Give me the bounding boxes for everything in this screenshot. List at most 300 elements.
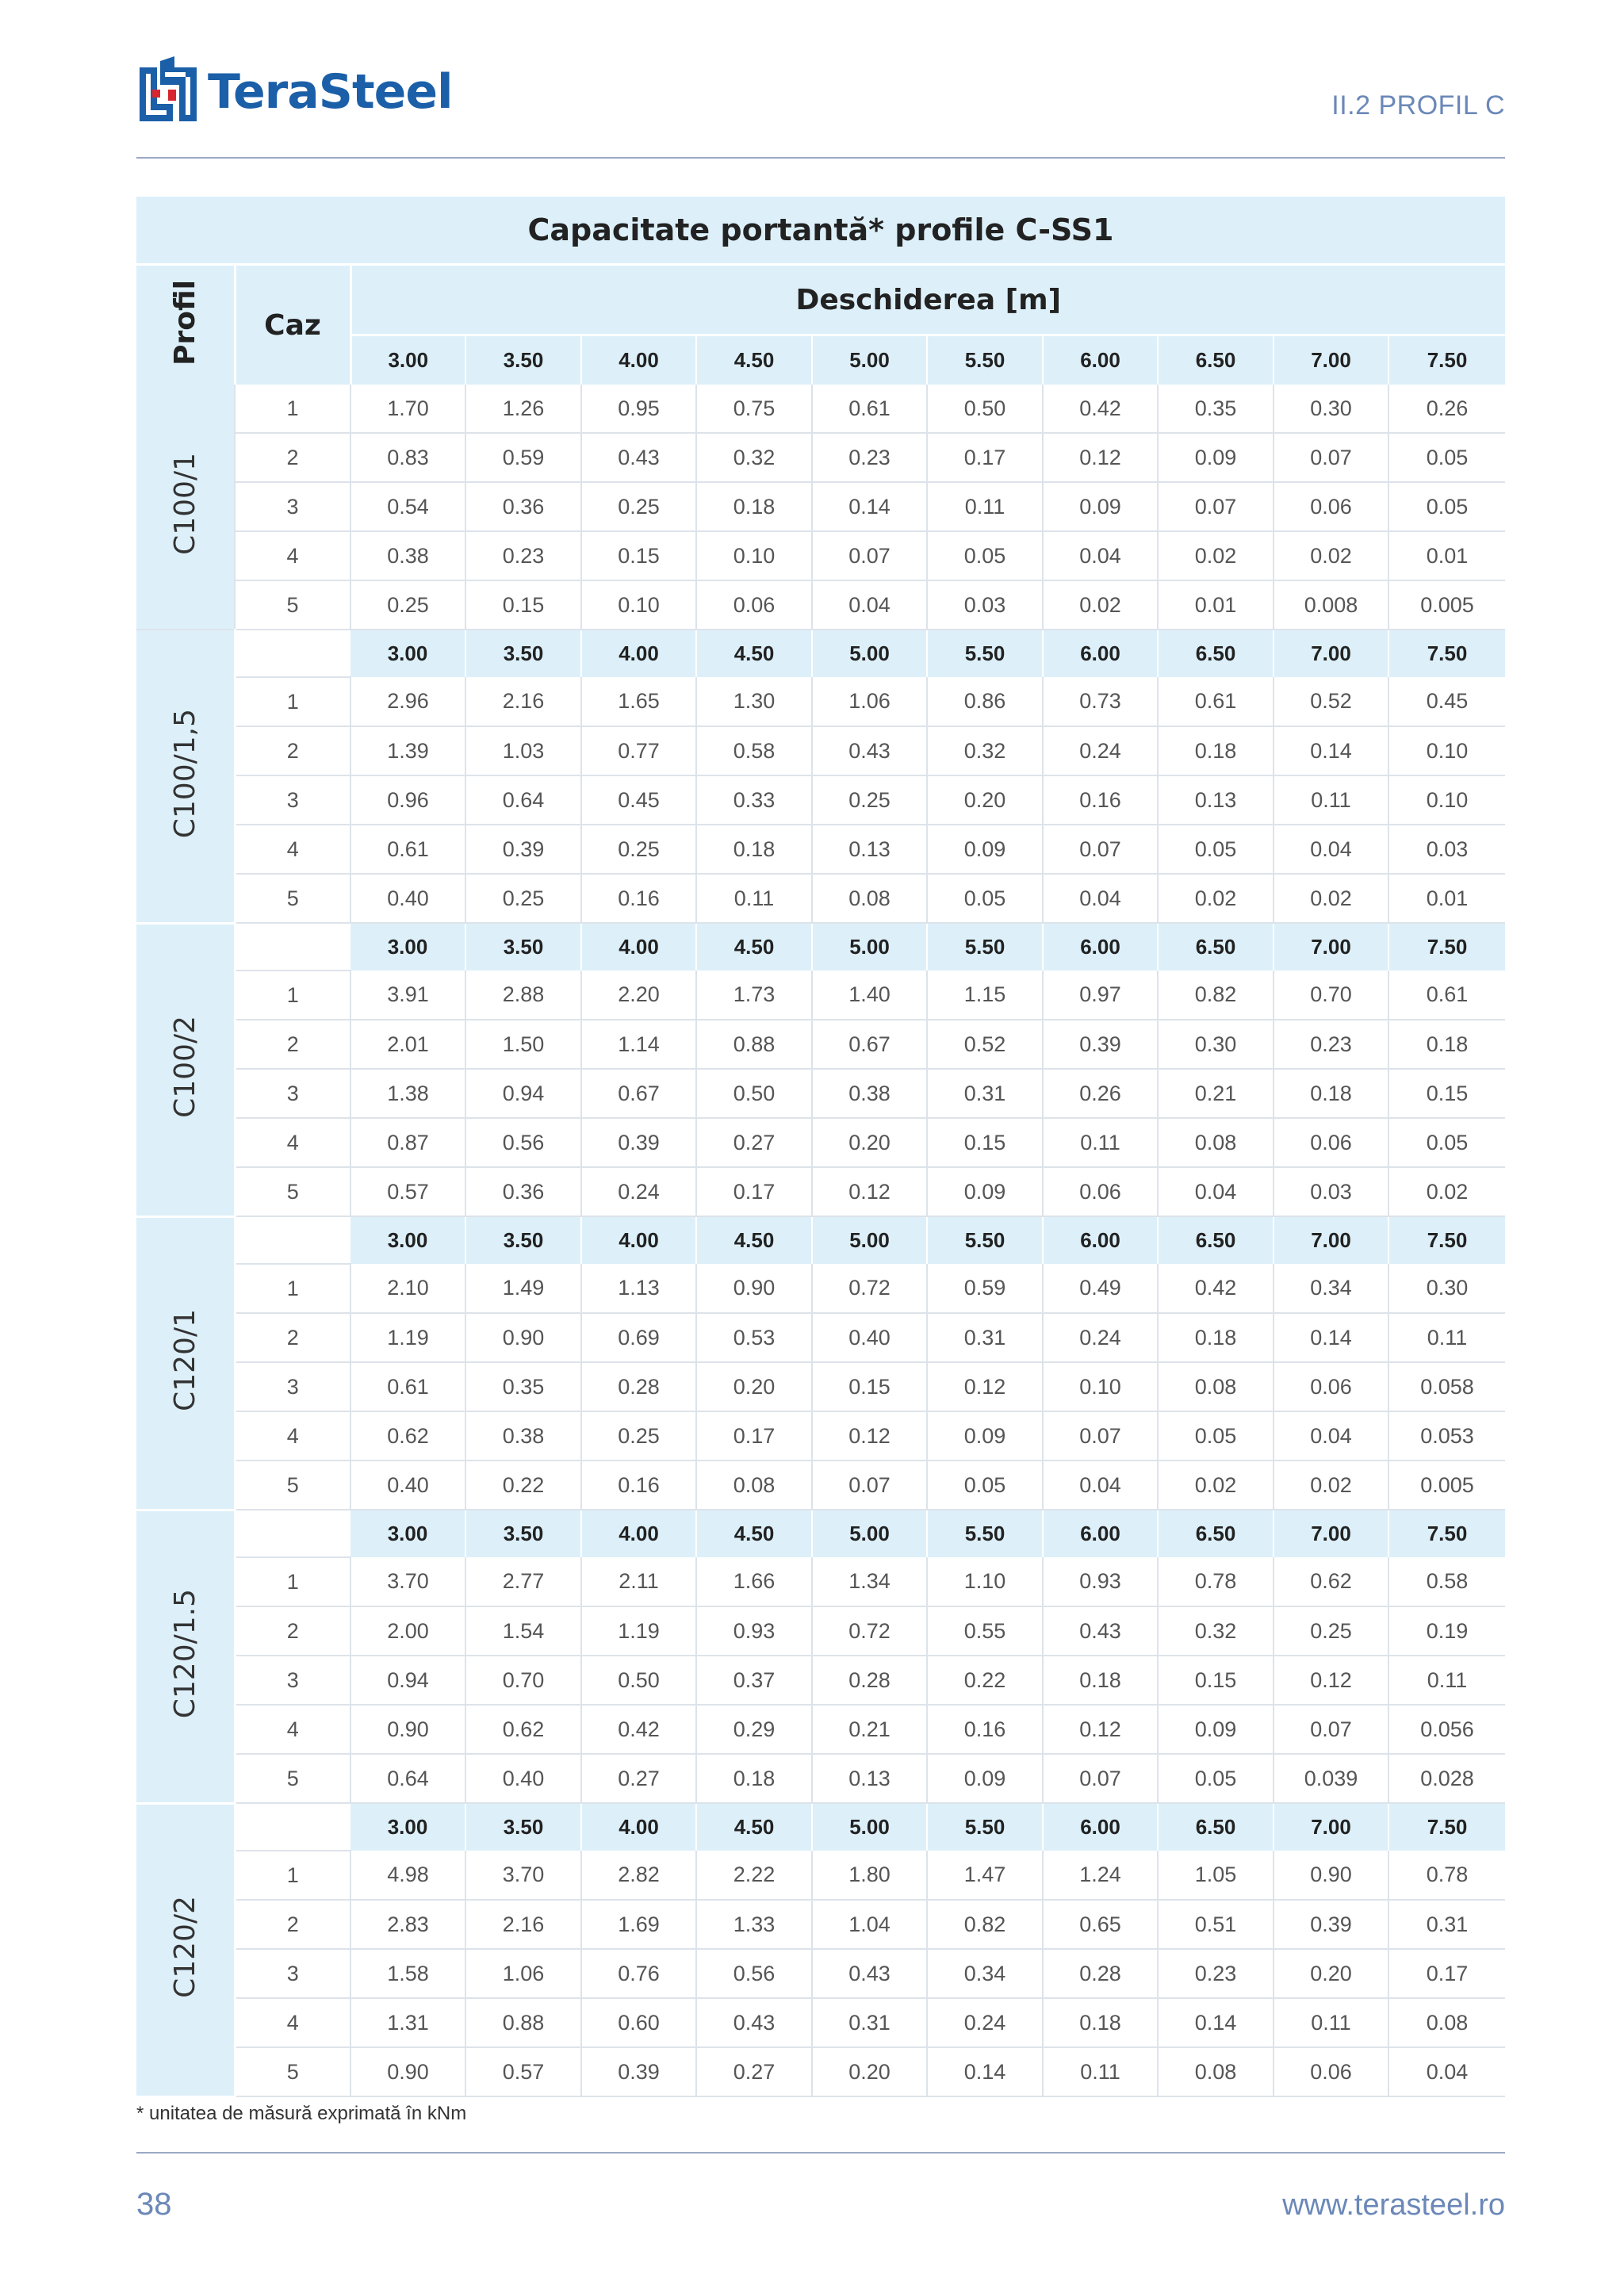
span-value: 3.50: [465, 1803, 581, 1851]
table-row: [136, 874, 1505, 923]
value-cell: 1.33: [696, 1900, 812, 1949]
value-cell: 0.20: [927, 775, 1043, 825]
value-cell: 0.43: [812, 1949, 927, 1998]
value-cell: 0.49: [1043, 1264, 1158, 1313]
value-cell: 1.38: [350, 1069, 465, 1118]
value-cell: 0.04: [812, 580, 927, 630]
caz-cell: 4: [235, 1705, 350, 1754]
value-cell: 1.03: [465, 726, 581, 775]
value-cell: 2.11: [581, 1557, 696, 1606]
value-cell: 0.25: [1274, 1606, 1388, 1656]
value-cell: 0.40: [350, 1461, 465, 1510]
value-cell: 1.06: [465, 1949, 581, 1998]
value-cell: 0.23: [1158, 1949, 1274, 1998]
value-cell: 0.34: [1274, 1264, 1388, 1313]
value-cell: 0.31: [927, 1069, 1043, 1118]
section-label: II.2 PROFIL C: [1331, 90, 1505, 121]
value-cell: 0.11: [1388, 1313, 1505, 1362]
value-cell: 2.16: [465, 677, 581, 726]
value-cell: 0.22: [465, 1461, 581, 1510]
footnote: * unitatea de măsură exprimată în kNm: [136, 2103, 467, 2124]
capacity-table: [136, 197, 1505, 2098]
value-cell: 0.19: [1388, 1606, 1505, 1656]
value-cell: 1.49: [465, 1264, 581, 1313]
value-cell: 0.27: [696, 1118, 812, 1167]
value-cell: 0.42: [1043, 385, 1158, 433]
value-cell: 0.50: [581, 1656, 696, 1705]
value-cell: 0.35: [1158, 385, 1274, 433]
caz-cell: 3: [235, 1069, 350, 1118]
value-cell: 0.18: [696, 482, 812, 531]
span-value: 6.50: [1158, 1216, 1274, 1264]
value-cell: 0.61: [1158, 677, 1274, 726]
value-cell: 0.15: [927, 1118, 1043, 1167]
value-cell: 0.08: [812, 874, 927, 923]
value-cell: 1.58: [350, 1949, 465, 1998]
span-blank-cell: [235, 1216, 350, 1264]
value-cell: 0.17: [1388, 1949, 1505, 1998]
value-cell: 0.55: [927, 1606, 1043, 1656]
value-cell: 1.19: [581, 1606, 696, 1656]
caz-cell: 3: [235, 1656, 350, 1705]
brand-name: TeraSteel: [208, 64, 453, 120]
value-cell: 1.14: [581, 1020, 696, 1069]
value-cell: 0.39: [1043, 1020, 1158, 1069]
value-cell: 0.96: [350, 775, 465, 825]
value-cell: 0.25: [581, 1411, 696, 1461]
value-cell: 0.11: [1274, 1998, 1388, 2047]
caz-cell: 3: [235, 1949, 350, 1998]
profile-name-cell: [136, 630, 235, 923]
value-cell: 0.64: [465, 775, 581, 825]
span-value: 4.00: [581, 1803, 696, 1851]
span-value: 3.50: [465, 335, 581, 385]
value-cell: 0.25: [812, 775, 927, 825]
span-value: 3.50: [465, 1510, 581, 1557]
span-value: 7.50: [1388, 1510, 1505, 1557]
value-cell: 0.12: [1043, 433, 1158, 482]
value-cell: 0.31: [812, 1998, 927, 2047]
value-cell: 0.42: [1158, 1264, 1274, 1313]
value-cell: 0.16: [581, 1461, 696, 1510]
value-cell: 0.06: [1274, 1118, 1388, 1167]
value-cell: 0.08: [1158, 1362, 1274, 1411]
table-row: [136, 385, 1505, 433]
table-row: [136, 971, 1505, 1020]
span-value: 4.00: [581, 1510, 696, 1557]
table-row: [136, 531, 1505, 580]
profile-name: C120/2: [168, 1896, 201, 1998]
value-cell: 0.21: [812, 1705, 927, 1754]
value-cell: 0.59: [465, 433, 581, 482]
caz-cell: 1: [235, 1851, 350, 1900]
value-cell: 1.73: [696, 971, 812, 1020]
table-row: [136, 1020, 1505, 1069]
span-value: 6.50: [1158, 1803, 1274, 1851]
value-cell: 0.40: [465, 1754, 581, 1803]
value-cell: 0.73: [1043, 677, 1158, 726]
value-cell: 0.12: [1043, 1705, 1158, 1754]
value-cell: 0.02: [1158, 874, 1274, 923]
value-cell: 2.88: [465, 971, 581, 1020]
value-cell: 0.16: [581, 874, 696, 923]
table-row: [136, 1313, 1505, 1362]
value-cell: 0.16: [1043, 775, 1158, 825]
value-cell: 0.57: [465, 2047, 581, 2096]
value-cell: 0.18: [1158, 726, 1274, 775]
value-cell: 0.65: [1043, 1900, 1158, 1949]
value-cell: 2.01: [350, 1020, 465, 1069]
value-cell: 0.005: [1388, 1461, 1505, 1510]
value-cell: 0.15: [1388, 1069, 1505, 1118]
value-cell: 1.47: [927, 1851, 1043, 1900]
profile-name: C100/2: [168, 1016, 201, 1118]
value-cell: 0.31: [927, 1313, 1043, 1362]
value-cell: 0.06: [1274, 1362, 1388, 1411]
profile-name-cell: [136, 923, 235, 1216]
value-cell: 1.05: [1158, 1851, 1274, 1900]
value-cell: 0.26: [1043, 1069, 1158, 1118]
span-blank-cell: [235, 923, 350, 971]
value-cell: 2.96: [350, 677, 465, 726]
span-value: 4.50: [696, 1216, 812, 1264]
footer-divider: [136, 2152, 1505, 2154]
value-cell: 1.24: [1043, 1851, 1158, 1900]
span-value: 4.00: [581, 923, 696, 971]
value-cell: 0.90: [465, 1313, 581, 1362]
value-cell: 0.04: [1274, 825, 1388, 874]
span-value: 6.50: [1158, 630, 1274, 677]
value-cell: 0.70: [1274, 971, 1388, 1020]
table-row: [136, 1461, 1505, 1510]
value-cell: 0.30: [1158, 1020, 1274, 1069]
table-row: [136, 1264, 1505, 1313]
value-cell: 0.02: [1274, 1461, 1388, 1510]
table-row: [136, 677, 1505, 726]
value-cell: 0.07: [1043, 1754, 1158, 1803]
value-cell: 0.07: [1158, 482, 1274, 531]
caz-cell: 5: [235, 580, 350, 630]
table-row: [136, 433, 1505, 482]
value-cell: 0.11: [1043, 2047, 1158, 2096]
value-cell: 0.28: [581, 1362, 696, 1411]
value-cell: 0.69: [581, 1313, 696, 1362]
value-cell: 0.15: [465, 580, 581, 630]
span-value: 7.50: [1388, 1216, 1505, 1264]
value-cell: 3.70: [350, 1557, 465, 1606]
value-cell: 0.39: [581, 1118, 696, 1167]
span-values-row: [136, 1510, 1505, 1557]
span-value: 3.00: [350, 335, 465, 385]
value-cell: 0.94: [350, 1656, 465, 1705]
value-cell: 0.18: [1274, 1069, 1388, 1118]
table-row: [136, 482, 1505, 531]
value-cell: 0.39: [465, 825, 581, 874]
value-cell: 0.45: [581, 775, 696, 825]
value-cell: 0.29: [696, 1705, 812, 1754]
caz-cell: 1: [235, 971, 350, 1020]
value-cell: 0.03: [1388, 825, 1505, 874]
value-cell: 0.22: [927, 1656, 1043, 1705]
value-cell: 2.00: [350, 1606, 465, 1656]
value-cell: 0.17: [927, 433, 1043, 482]
table-row: [136, 1069, 1505, 1118]
span-value: 7.50: [1388, 1803, 1505, 1851]
value-cell: 0.08: [1158, 1118, 1274, 1167]
value-cell: 0.24: [581, 1167, 696, 1216]
value-cell: 0.60: [581, 1998, 696, 2047]
value-cell: 0.07: [1043, 825, 1158, 874]
value-cell: 0.05: [1158, 1754, 1274, 1803]
value-cell: 0.61: [350, 825, 465, 874]
value-cell: 0.94: [465, 1069, 581, 1118]
value-cell: 0.78: [1388, 1851, 1505, 1900]
header-divider: [136, 157, 1505, 159]
span-values-row: [136, 1216, 1505, 1264]
table-row: [136, 726, 1505, 775]
caz-cell: 4: [235, 1411, 350, 1461]
value-cell: 0.25: [465, 874, 581, 923]
profile-name: C120/1: [168, 1309, 201, 1411]
value-cell: 0.61: [812, 385, 927, 433]
value-cell: 0.20: [812, 2047, 927, 2096]
span-value: 5.50: [927, 335, 1043, 385]
value-cell: 2.16: [465, 1900, 581, 1949]
span-value: 5.00: [812, 335, 927, 385]
value-cell: 1.19: [350, 1313, 465, 1362]
value-cell: 0.50: [696, 1069, 812, 1118]
value-cell: 0.18: [696, 1754, 812, 1803]
value-cell: 1.66: [696, 1557, 812, 1606]
value-cell: 0.24: [1043, 726, 1158, 775]
value-cell: 0.06: [1274, 2047, 1388, 2096]
caz-header: Caz: [235, 265, 350, 385]
table-row: [136, 1656, 1505, 1705]
span-value: 5.00: [812, 1803, 927, 1851]
value-cell: 0.32: [1158, 1606, 1274, 1656]
caz-cell: 3: [235, 1362, 350, 1411]
value-cell: 0.58: [696, 726, 812, 775]
caz-cell: 2: [235, 1606, 350, 1656]
span-value: 5.50: [927, 1803, 1043, 1851]
value-cell: 0.10: [1388, 726, 1505, 775]
value-cell: 0.61: [350, 1362, 465, 1411]
caz-cell: 5: [235, 874, 350, 923]
value-cell: 0.62: [1274, 1557, 1388, 1606]
value-cell: 0.57: [350, 1167, 465, 1216]
span-value: 5.50: [927, 1216, 1043, 1264]
value-cell: 0.07: [812, 531, 927, 580]
value-cell: 3.91: [350, 971, 465, 1020]
caz-cell: 1: [235, 385, 350, 433]
value-cell: 1.69: [581, 1900, 696, 1949]
profile-name: C100/1: [169, 453, 201, 555]
value-cell: 0.11: [1043, 1118, 1158, 1167]
span-value: 3.00: [350, 1510, 465, 1557]
span-value: 7.50: [1388, 335, 1505, 385]
value-cell: 1.50: [465, 1020, 581, 1069]
value-cell: 0.13: [812, 1754, 927, 1803]
value-cell: 0.30: [1388, 1264, 1505, 1313]
table-row: [136, 775, 1505, 825]
profile-name-cell: [136, 1216, 235, 1510]
caz-cell: 4: [235, 825, 350, 874]
span-value: 3.00: [350, 1216, 465, 1264]
value-cell: 0.053: [1388, 1411, 1505, 1461]
span-value: 4.00: [581, 630, 696, 677]
value-cell: 0.45: [1388, 677, 1505, 726]
value-cell: 0.05: [927, 1461, 1043, 1510]
value-cell: 0.72: [812, 1606, 927, 1656]
value-cell: 0.02: [1274, 531, 1388, 580]
span-value: 5.50: [927, 630, 1043, 677]
value-cell: 0.24: [1043, 1313, 1158, 1362]
value-cell: 0.17: [696, 1411, 812, 1461]
span-value: 6.50: [1158, 1510, 1274, 1557]
span-value: 3.50: [465, 923, 581, 971]
table-row: [136, 1557, 1505, 1606]
span-value: 6.00: [1043, 923, 1158, 971]
table-row: [136, 1851, 1505, 1900]
value-cell: 0.88: [696, 1020, 812, 1069]
span-values-row: [136, 1803, 1505, 1851]
value-cell: 0.43: [812, 726, 927, 775]
value-cell: 0.12: [1274, 1656, 1388, 1705]
caz-cell: 5: [235, 2047, 350, 2096]
value-cell: 0.18: [1043, 1656, 1158, 1705]
value-cell: 0.02: [1388, 1167, 1505, 1216]
value-cell: 0.70: [465, 1656, 581, 1705]
span-value: 4.50: [696, 923, 812, 971]
value-cell: 1.40: [812, 971, 927, 1020]
caz-cell: 2: [235, 726, 350, 775]
website-link[interactable]: www.terasteel.ro: [1282, 2188, 1505, 2222]
span-value: 3.00: [350, 1803, 465, 1851]
value-cell: 0.36: [465, 1167, 581, 1216]
value-cell: 0.09: [1043, 482, 1158, 531]
table-row: [136, 2047, 1505, 2096]
value-cell: 0.90: [350, 2047, 465, 2096]
table-title-row: [136, 197, 1505, 265]
value-cell: 0.32: [696, 433, 812, 482]
table-row: [136, 1118, 1505, 1167]
value-cell: 0.18: [1043, 1998, 1158, 2047]
value-cell: 0.90: [350, 1705, 465, 1754]
value-cell: 0.05: [927, 531, 1043, 580]
span-value: 3.00: [350, 923, 465, 971]
span-value: 6.00: [1043, 1216, 1158, 1264]
caz-cell: 2: [235, 433, 350, 482]
value-cell: 0.08: [1388, 1998, 1505, 2047]
value-cell: 1.30: [696, 677, 812, 726]
value-cell: 0.59: [927, 1264, 1043, 1313]
table-row: [136, 1998, 1505, 2047]
value-cell: 0.23: [812, 433, 927, 482]
value-cell: 1.04: [812, 1900, 927, 1949]
value-cell: 0.11: [1388, 1656, 1505, 1705]
value-cell: 0.18: [696, 825, 812, 874]
span-value: 5.00: [812, 1216, 927, 1264]
value-cell: 0.15: [581, 531, 696, 580]
value-cell: 0.43: [1043, 1606, 1158, 1656]
profile-name-cell: [136, 1510, 235, 1803]
value-cell: 0.10: [1043, 1362, 1158, 1411]
value-cell: 0.07: [1274, 1705, 1388, 1754]
value-cell: 0.43: [581, 433, 696, 482]
value-cell: 0.82: [1158, 971, 1274, 1020]
value-cell: 0.93: [1043, 1557, 1158, 1606]
value-cell: 1.06: [812, 677, 927, 726]
span-value: 4.00: [581, 1216, 696, 1264]
value-cell: 0.08: [1158, 2047, 1274, 2096]
value-cell: 0.09: [1158, 1705, 1274, 1754]
value-cell: 0.53: [696, 1313, 812, 1362]
span-value: 7.50: [1388, 923, 1505, 971]
value-cell: 0.67: [812, 1020, 927, 1069]
span-value: 7.00: [1274, 923, 1388, 971]
value-cell: 0.36: [465, 482, 581, 531]
span-blank-cell: [235, 1510, 350, 1557]
value-cell: 0.93: [696, 1606, 812, 1656]
value-cell: 0.15: [1158, 1656, 1274, 1705]
value-cell: 0.06: [1274, 482, 1388, 531]
value-cell: 0.23: [465, 531, 581, 580]
value-cell: 0.028: [1388, 1754, 1505, 1803]
span-value: 3.00: [350, 630, 465, 677]
value-cell: 1.13: [581, 1264, 696, 1313]
table-row: [136, 1900, 1505, 1949]
value-cell: 0.27: [696, 2047, 812, 2096]
value-cell: 0.09: [927, 1411, 1043, 1461]
value-cell: 0.05: [1158, 1411, 1274, 1461]
value-cell: 0.90: [1274, 1851, 1388, 1900]
value-cell: 0.43: [696, 1998, 812, 2047]
table-title: Capacitate portantă* profile C-SS1: [136, 197, 1505, 265]
value-cell: 0.10: [696, 531, 812, 580]
value-cell: 0.13: [1158, 775, 1274, 825]
value-cell: 0.20: [1274, 1949, 1388, 1998]
value-cell: 0.30: [1274, 385, 1388, 433]
caz-cell: 2: [235, 1313, 350, 1362]
value-cell: 0.56: [465, 1118, 581, 1167]
table-row: [136, 1949, 1505, 1998]
value-cell: 3.70: [465, 1851, 581, 1900]
value-cell: 0.40: [812, 1313, 927, 1362]
value-cell: 0.008: [1274, 580, 1388, 630]
span-value: 7.00: [1274, 1510, 1388, 1557]
span-value: 6.50: [1158, 335, 1274, 385]
profil-header: [136, 265, 235, 385]
value-cell: 0.62: [465, 1705, 581, 1754]
value-cell: 0.34: [927, 1949, 1043, 1998]
table-row: [136, 1411, 1505, 1461]
value-cell: 0.21: [1158, 1069, 1274, 1118]
value-cell: 0.14: [812, 482, 927, 531]
caz-cell: 1: [235, 1264, 350, 1313]
profile-name: C120/1.5: [168, 1588, 201, 1719]
value-cell: 0.31: [1388, 1900, 1505, 1949]
span-values-row: [136, 923, 1505, 971]
value-cell: 0.056: [1388, 1705, 1505, 1754]
span-value: 6.00: [1043, 1510, 1158, 1557]
table-body: [136, 197, 1505, 2096]
value-cell: 0.02: [1274, 874, 1388, 923]
value-cell: 0.83: [350, 433, 465, 482]
caz-cell: 1: [235, 1557, 350, 1606]
span-value: 5.00: [812, 630, 927, 677]
value-cell: 0.25: [581, 825, 696, 874]
page-header: [136, 49, 1505, 157]
